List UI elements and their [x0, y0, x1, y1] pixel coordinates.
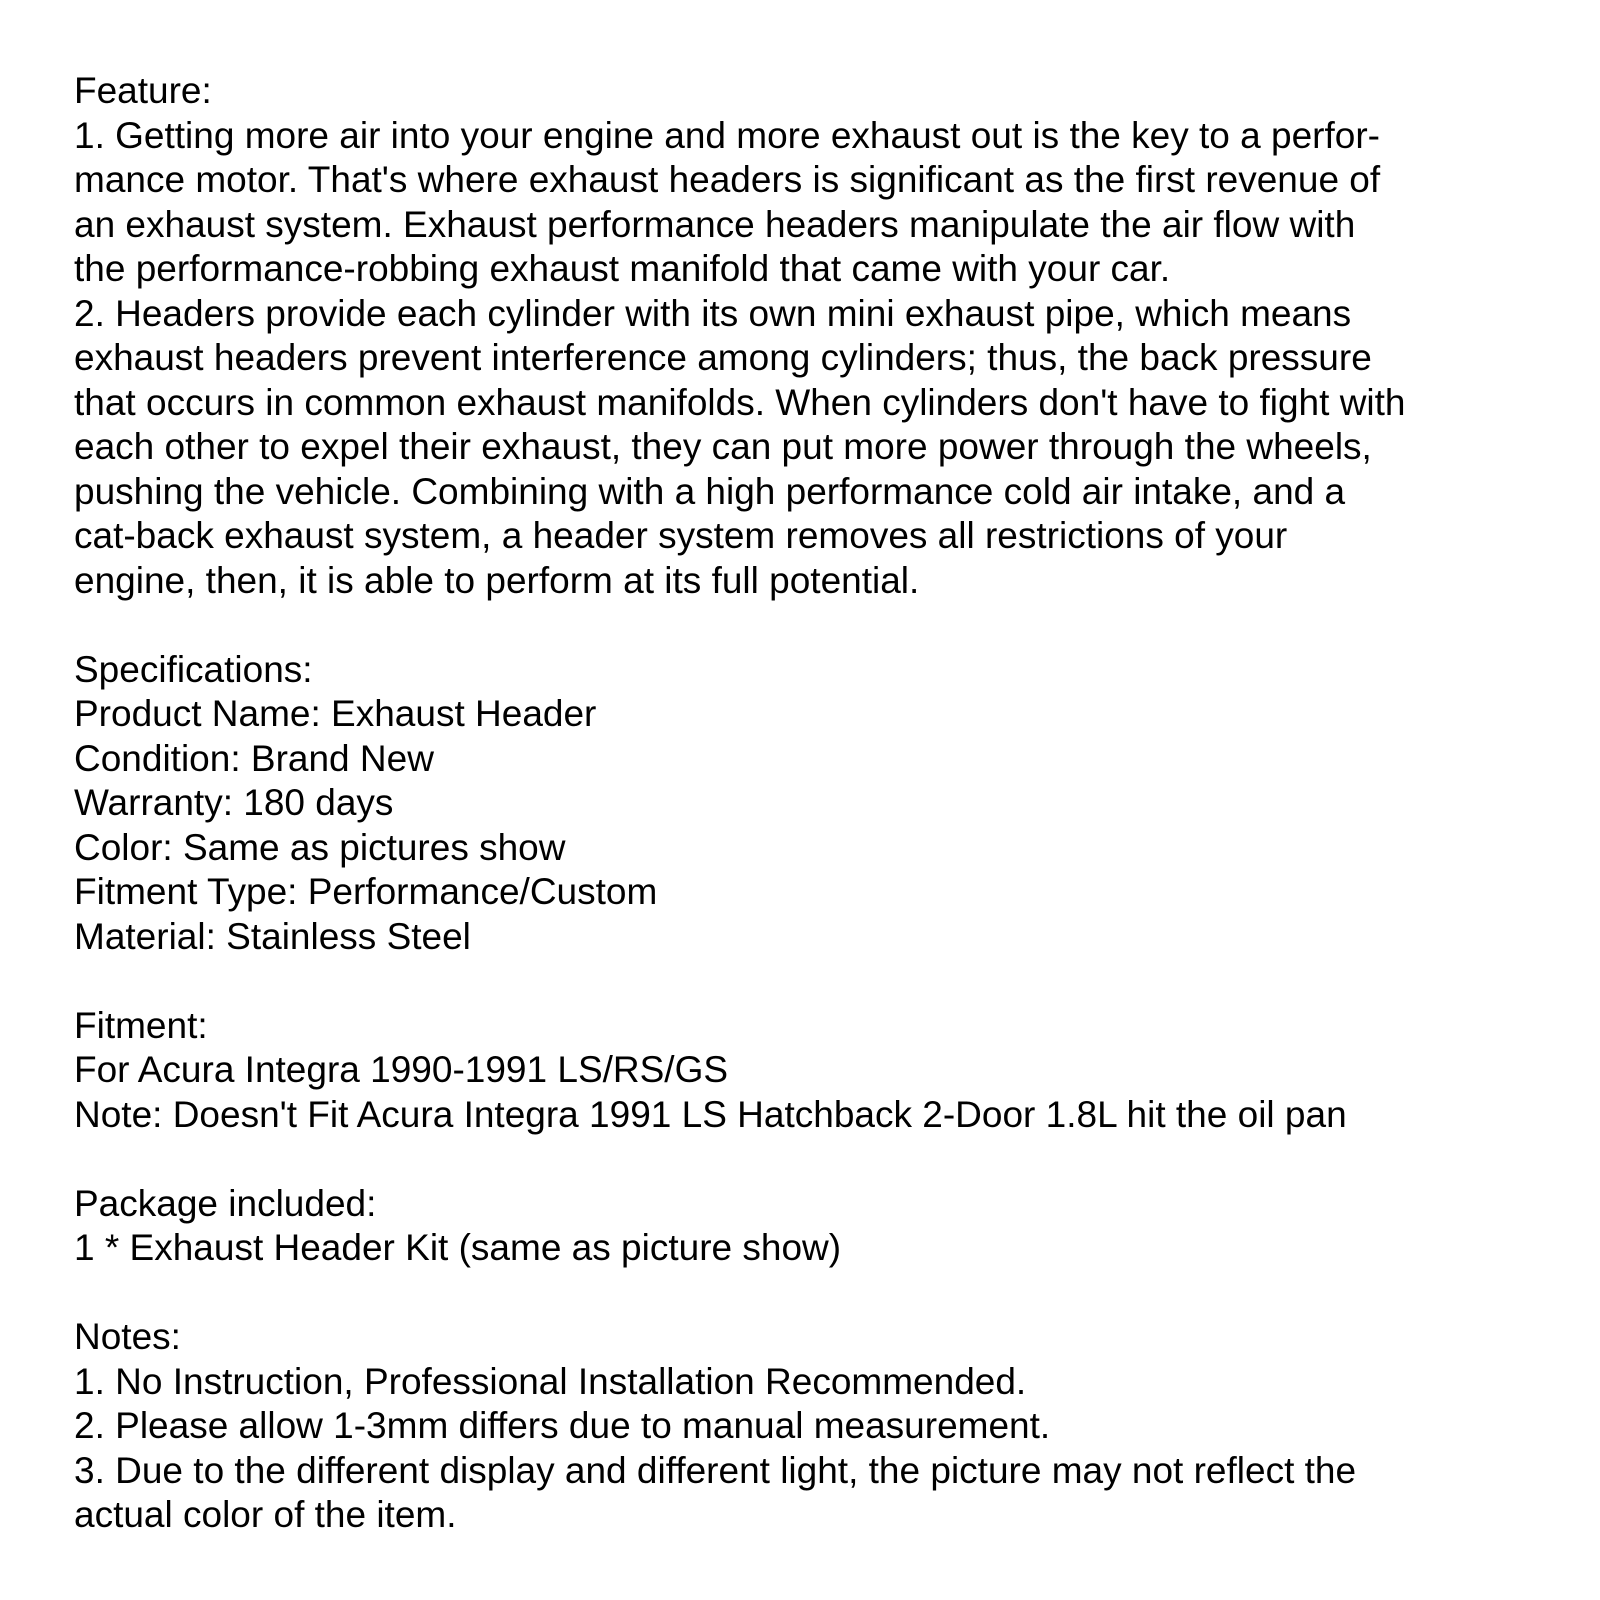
spec-color: Color: Same as pictures show [74, 826, 566, 868]
feature-line: 1. Getting more air into your engine and more exhaust out is the key to a perfor- [74, 114, 1380, 156]
package-heading: Package included: [74, 1182, 377, 1224]
section-spacer [74, 1137, 1574, 1182]
notes-section [74, 1315, 1574, 1538]
package-section [74, 1182, 1574, 1271]
note-line: 1. No Instruction, Professional Installation Recommended. [74, 1360, 1027, 1402]
feature-line: an exhaust system. Exhaust performance headers manipulate the air flow with [74, 203, 1356, 245]
specifications-section [74, 648, 1574, 960]
section-spacer [74, 959, 1574, 1004]
specifications-heading: Specifications: [74, 648, 313, 690]
feature-line: that occurs in common exhaust manifolds. When cylinders don't have to fight with [74, 381, 1406, 423]
spec-product-name: Product Name: Exhaust Header [74, 693, 597, 734]
feature-line: mance motor. That's where exhaust headers is significant as the first revenue of [74, 159, 1381, 200]
feature-line: the performance-robbing exhaust manifold that came with your car. [74, 248, 1171, 289]
feature-section [74, 69, 1574, 603]
section-spacer [74, 603, 1574, 648]
feature-line: engine, then, it is able to perform at its full potential. [74, 559, 920, 601]
fitment-vehicle: For Acura Integra 1990-1991 LS/RS/GS [74, 1049, 729, 1090]
spec-fitment-type: Fitment Type: Performance/Custom [74, 871, 658, 912]
feature-line: exhaust headers prevent interference among cylinders; thus, the back pressure [74, 337, 1372, 378]
note-line: actual color of the item. [74, 1494, 457, 1535]
fitment-note: Note: Doesn't Fit Acura Integra 1991 LS Hatchback 2-Door 1.8L hit the oil pan [74, 1093, 1347, 1135]
fitment-heading: Fitment: [74, 1004, 208, 1046]
feature-line: each other to expel their exhaust, they can put more power through the wheels, [74, 426, 1372, 467]
note-line: 2. Please allow 1-3mm differs due to manual measurement. [74, 1405, 1051, 1446]
product-description [74, 69, 1574, 1538]
note-line: 3. Due to the different display and different light, the picture may not reflect the [74, 1449, 1357, 1491]
feature-heading: Feature: [74, 70, 212, 111]
spec-condition: Condition: Brand New [74, 737, 434, 779]
package-item: 1 * Exhaust Header Kit (same as picture show) [74, 1227, 842, 1268]
notes-heading: Notes: [74, 1316, 181, 1357]
fitment-section [74, 1004, 1574, 1138]
feature-line: 2. Headers provide each cylinder with its own mini exhaust pipe, which means [74, 292, 1352, 334]
spec-material: Material: Stainless Steel [74, 915, 471, 957]
feature-line: cat-back exhaust system, a header system removes all restrictions of your [74, 515, 1288, 556]
feature-line: pushing the vehicle. Combining with a high performance cold air intake, and a [74, 470, 1346, 512]
section-spacer [74, 1271, 1574, 1316]
spec-warranty: Warranty: 180 days [74, 782, 394, 823]
